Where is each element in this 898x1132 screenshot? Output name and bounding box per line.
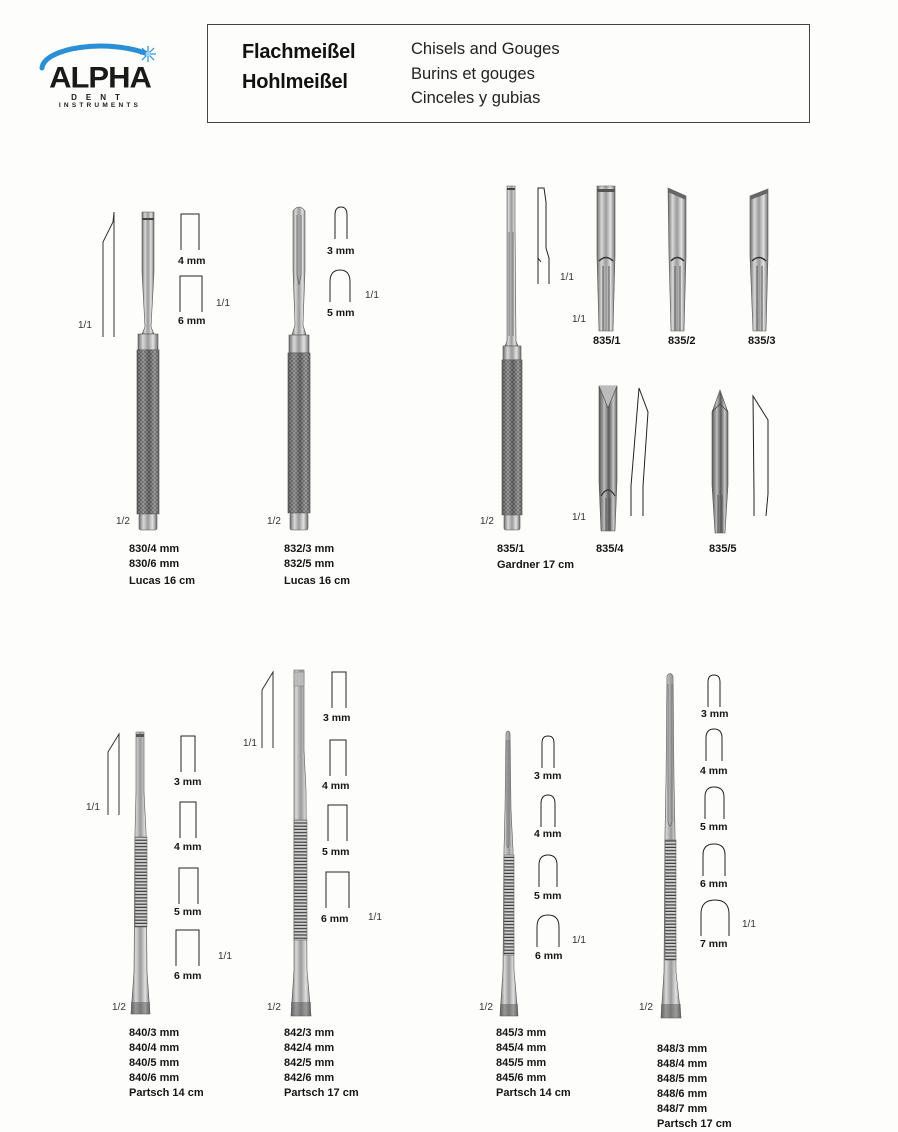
round-tip-5mm-icon: [703, 785, 727, 821]
product-code: 845/4 mm: [496, 1042, 547, 1054]
product-code: 842/3 mm: [284, 1027, 335, 1039]
tip-size-label: 6 mm: [535, 950, 563, 962]
tip-size-label: 4 mm: [700, 765, 728, 777]
variant-label: 835/4: [596, 543, 624, 555]
product-code: 842/5 mm: [284, 1057, 335, 1069]
partsch-chisel-icon: [128, 732, 154, 1017]
side-profile-icon: [260, 670, 280, 750]
flat-tip-6mm-icon: [178, 274, 206, 314]
tip-size-label: 6 mm: [174, 970, 202, 982]
tip-size-label: 3 mm: [327, 245, 355, 257]
tip-size-label: 6 mm: [700, 878, 728, 890]
product-code: 835/1: [497, 543, 525, 555]
scale-half: 1/2: [267, 516, 281, 527]
product-name: Partsch 17 cm: [284, 1087, 359, 1099]
title-german-hollow: Hohlmeißel: [242, 71, 348, 93]
product-code: 848/5 mm: [657, 1073, 708, 1085]
product-code: 830/6 mm: [129, 558, 180, 570]
scale-half: 1/2: [639, 1002, 653, 1013]
side-profile-icon: [752, 394, 774, 519]
scale-full: 1/1: [86, 802, 100, 813]
tip-size-label: 3 mm: [323, 712, 351, 724]
product-name: Lucas 16 cm: [129, 575, 196, 587]
flat-tip-3mm-icon: [179, 734, 201, 774]
round-tip-5mm-icon: [328, 268, 356, 304]
product-code: 848/3 mm: [657, 1043, 708, 1055]
logo-wordmark: ALPHA: [49, 60, 151, 95]
variant-label: 835/1: [593, 335, 621, 347]
product-code: 840/4 mm: [129, 1042, 180, 1054]
scale-full: 1/1: [572, 512, 586, 523]
title-german-flat: Flachmeißel: [242, 41, 356, 63]
tip-size-label: 5 mm: [322, 846, 350, 858]
flat-tip-5mm-icon: [177, 866, 203, 906]
tip-size-label: 4 mm: [534, 828, 562, 840]
product-name: Partsch 14 cm: [496, 1087, 571, 1099]
product-code: 840/3 mm: [129, 1027, 180, 1039]
gardner-instrument-icon: [500, 186, 524, 531]
tip-size-label: 7 mm: [700, 938, 728, 950]
tip-size-label: 3 mm: [534, 770, 562, 782]
scale-full: 1/1: [368, 912, 382, 923]
tip-size-label: 6 mm: [178, 315, 206, 327]
tip-size-label: 5 mm: [327, 307, 355, 319]
flat-tip-4mm-icon: [179, 212, 203, 252]
scale-full: 1/1: [572, 935, 586, 946]
flat-tip-5mm-icon: [326, 803, 352, 843]
flat-tip-4mm-icon: [328, 738, 350, 778]
variant-label: 835/3: [748, 335, 776, 347]
chisel-instrument-icon: [133, 212, 163, 532]
product-code: 848/7 mm: [657, 1103, 708, 1115]
partsch-chisel-icon: [286, 670, 316, 1020]
product-code: 848/4 mm: [657, 1058, 708, 1070]
round-tip-4mm-icon: [704, 727, 726, 763]
tip-size-label: 6 mm: [321, 913, 349, 925]
round-tip-6mm-icon: [535, 913, 563, 949]
gouge-instrument-icon: [284, 205, 314, 530]
product-code: 840/5 mm: [129, 1057, 180, 1069]
scale-full: 1/1: [572, 314, 586, 325]
side-profile-icon: [106, 732, 126, 817]
scale-full: 1/1: [742, 919, 756, 930]
product-code: 842/4 mm: [284, 1042, 335, 1054]
round-tip-7mm-icon: [699, 898, 733, 938]
alpha-dent-logo: [36, 40, 161, 115]
product-name: Partsch 14 cm: [129, 1087, 204, 1099]
product-code: 830/4 mm: [129, 543, 180, 555]
flat-tip-6mm-icon: [174, 928, 202, 968]
scale-half: 1/2: [112, 1002, 126, 1013]
scale-full: 1/1: [365, 290, 379, 301]
scale-full: 1/1: [243, 738, 257, 749]
scale-half: 1/2: [480, 516, 494, 527]
round-tip-5mm-icon: [537, 853, 561, 889]
partsch-gouge-icon: [657, 672, 685, 1020]
variant-label: 835/5: [709, 543, 737, 555]
variant-label: 835/2: [668, 335, 696, 347]
product-code: 848/6 mm: [657, 1088, 708, 1100]
title-english: Chisels and Gouges: [411, 40, 560, 58]
title-spanish: Cinceles y gubias: [411, 89, 541, 107]
tip-835-5-icon: [708, 390, 736, 535]
product-code: 845/6 mm: [496, 1072, 547, 1084]
flat-tip-4mm-icon: [178, 800, 200, 840]
tip-size-label: 5 mm: [534, 890, 562, 902]
title-box: [207, 24, 810, 123]
product-name: Lucas 16 cm: [284, 575, 351, 587]
product-name: Partsch 17 cm: [657, 1118, 732, 1130]
scale-full: 1/1: [560, 272, 574, 283]
round-tip-3mm-icon: [332, 205, 352, 241]
logo-tagline: INSTRUMENTS: [58, 102, 142, 109]
round-tip-6mm-icon: [701, 842, 729, 878]
product-code: 845/3 mm: [496, 1027, 547, 1039]
product-code: 845/5 mm: [496, 1057, 547, 1069]
product-code: 832/5 mm: [284, 558, 335, 570]
product-code: 832/3 mm: [284, 543, 335, 555]
scale-full: 1/1: [216, 298, 230, 309]
tip-size-label: 4 mm: [178, 255, 206, 267]
tip-size-label: 3 mm: [701, 708, 729, 720]
scale-half: 1/2: [116, 516, 130, 527]
scale-half: 1/2: [479, 1002, 493, 1013]
scale-full: 1/1: [78, 320, 92, 331]
tip-size-label: 4 mm: [174, 841, 202, 853]
product-code: 842/6 mm: [284, 1072, 335, 1084]
round-tip-3mm-icon: [706, 673, 724, 709]
tip-size-label: 4 mm: [322, 780, 350, 792]
product-name: Gardner 17 cm: [497, 559, 575, 571]
side-profile-icon: [630, 386, 656, 521]
scale-full: 1/1: [218, 951, 232, 962]
tip-size-label: 3 mm: [174, 776, 202, 788]
title-french: Burins et gouges: [411, 65, 535, 83]
round-tip-4mm-icon: [539, 793, 559, 829]
round-tip-3mm-icon: [540, 734, 558, 770]
partsch-gouge-icon: [497, 730, 521, 1018]
tip-835-1-icon: [592, 186, 622, 331]
flat-tip-3mm-icon: [330, 670, 352, 710]
scale-half: 1/2: [267, 1002, 281, 1013]
tip-size-label: 5 mm: [700, 821, 728, 833]
tip-835-2-icon: [664, 186, 694, 331]
flat-tip-6mm-icon: [324, 870, 352, 910]
side-profile-icon: [536, 186, 556, 286]
tip-size-label: 5 mm: [174, 906, 202, 918]
side-profile-icon: [100, 212, 120, 337]
tip-835-4-icon: [596, 386, 626, 531]
product-code: 840/6 mm: [129, 1072, 180, 1084]
logo-sub: DENT: [71, 93, 129, 102]
tip-835-3-icon: [746, 186, 776, 331]
